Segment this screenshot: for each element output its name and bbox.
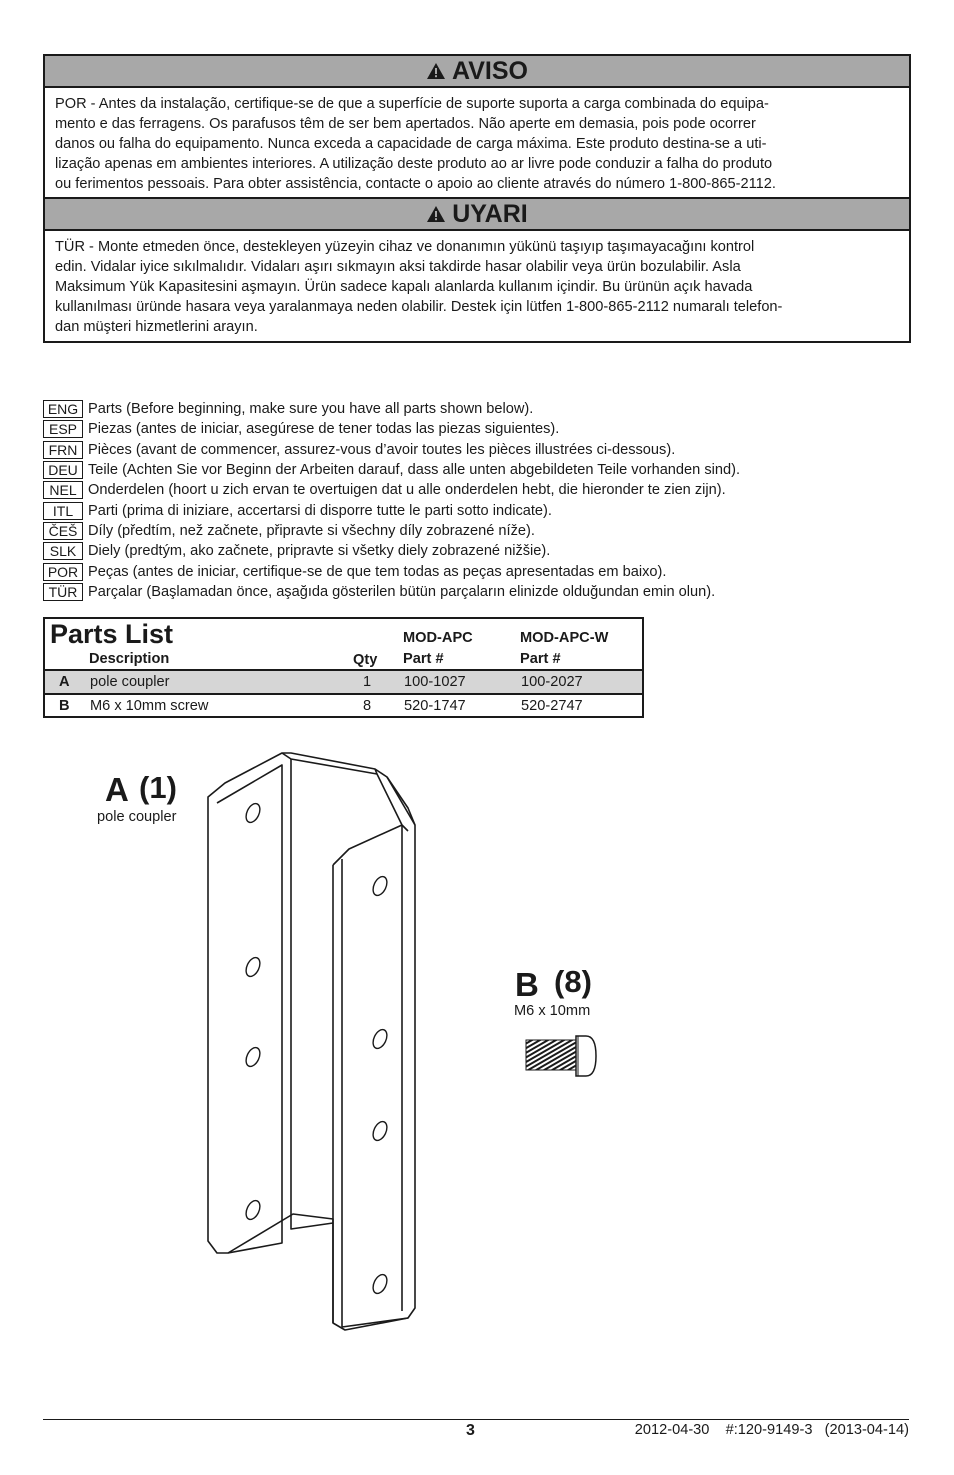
warning-line: edin. Vidalar iyice sıkılmalıdır. Vidaları aşırı sıkmayın aksi takdirde hasar olabilir veya ürün bozulabilir. Asla xyxy=(55,259,741,275)
language-code: FRN xyxy=(43,441,83,459)
part-letter: A xyxy=(59,674,70,690)
language-row xyxy=(43,440,740,460)
language-row xyxy=(43,521,740,541)
language-code: SLK xyxy=(43,542,83,560)
warning-header xyxy=(45,199,909,231)
header-model-2: MOD-APC-W xyxy=(520,630,609,646)
language-text: Díly (předtím, než začnete, připravte si všechny díly zobrazené níže). xyxy=(88,522,535,539)
warning-box-aviso xyxy=(43,54,911,200)
language-row xyxy=(43,541,740,561)
document-info: 2012-04-30 #:120-9149-3 (2013-04-14) xyxy=(634,1422,909,1438)
warning-triangle-icon xyxy=(426,62,446,80)
part-description: M6 x 10mm screw xyxy=(90,698,209,714)
warning-line: danos ou falha do equipamento. Nunca exceda a capacidade de carga máxima. Este produto destina-se a uti- xyxy=(55,136,767,152)
language-row xyxy=(43,480,740,500)
language-row xyxy=(43,500,740,520)
part-number-2: 100-2027 xyxy=(521,674,583,690)
parts-list-title: Parts List xyxy=(50,619,174,649)
warning-line: TÜR - Monte etmeden önce, destekleyen yüzeyin cihaz ve donanımın yükünü taşıyıp taşımayacağını kontrol xyxy=(55,239,755,255)
language-text: Onderdelen (hoort u zich ervan te overtuigen dat u alle onderdelen hebt, die hieronder te zien zijn). xyxy=(88,482,726,499)
warning-text xyxy=(45,231,909,341)
callout-b-letter: B xyxy=(515,966,539,1003)
header-part-1: Part # xyxy=(403,651,444,667)
part-number-1: 100-1027 xyxy=(404,674,466,690)
language-code: DEU xyxy=(43,461,83,479)
callout-b-desc: M6 x 10mm xyxy=(514,1003,591,1019)
language-row xyxy=(43,561,740,581)
warning-line: mento e das ferragens. Os parafusos têm de ser bem apertados. Não aperte em demasia, pois pode ocorrer xyxy=(55,116,756,132)
language-code: ITL xyxy=(43,502,83,520)
part-number-1: 520-1747 xyxy=(404,698,466,714)
language-code: TÜR xyxy=(43,583,83,601)
table-row xyxy=(45,693,642,717)
warning-line: Maksimum Yük Kapasitesini aşmayın. Ürün sadece kapalı alanlarda kullanım içindir. Bu ürünün açık havada xyxy=(55,279,753,295)
warning-line: lização apenas em ambientes interiores. A utilização deste produto ao ar livre pode conduzir a falha do produto xyxy=(55,156,773,172)
language-code: NEL xyxy=(43,481,83,499)
page-number: 3 xyxy=(466,1422,475,1439)
part-description: pole coupler xyxy=(90,674,170,690)
warning-line: ou ferimentos pessoais. Para obter assistência, contacte o apoio ao cliente através do número 1-800-865-2112. xyxy=(55,176,776,192)
warning-title: AVISO xyxy=(452,56,528,85)
header-qty: Qty xyxy=(353,652,378,668)
warning-line: kullanılması üründe hasara veya yaralanmaya neden olabilir. Destek için lütfen 1-800-865-2112 numaralı telefon- xyxy=(55,299,783,315)
part-letter: B xyxy=(59,698,70,714)
language-row xyxy=(43,399,740,419)
pole-coupler-illustration xyxy=(195,745,430,1340)
language-code: ENG xyxy=(43,400,83,418)
parts-list-table xyxy=(43,617,644,718)
language-code: POR xyxy=(43,563,83,581)
callout-a-qty: (1) xyxy=(139,770,177,805)
language-text: Teile (Achten Sie vor Beginn der Arbeiten darauf, dass alle unten abgebildeten Teile vorhanden sind). xyxy=(88,462,741,479)
header-part-2: Part # xyxy=(520,651,561,667)
footer-divider xyxy=(43,1419,909,1420)
language-code: ESP xyxy=(43,420,83,438)
warning-line: dan müşteri hizmetlerini arayın. xyxy=(55,319,258,335)
language-text: Piezas (antes de iniciar, asegúrese de tener todas las piezas siguientes). xyxy=(88,421,560,438)
callout-b-qty: (8) xyxy=(554,964,592,999)
callout-a-letter: A xyxy=(105,771,129,808)
warning-header xyxy=(45,56,909,88)
warning-line: POR - Antes da instalação, certifique-se de que a superfície de suporte suporta a carga combinada do equipa- xyxy=(55,96,769,112)
callout-a-desc: pole coupler xyxy=(97,809,177,825)
header-model-1: MOD-APC xyxy=(403,630,473,646)
part-qty: 8 xyxy=(363,698,372,714)
language-row xyxy=(43,460,740,480)
table-row xyxy=(45,671,642,693)
warning-triangle-icon xyxy=(426,205,446,223)
screw-illustration xyxy=(520,1032,600,1084)
language-text: Peças (antes de iniciar, certifique-se de que tem todas as peças apresentadas em baixo). xyxy=(88,563,667,580)
language-row xyxy=(43,419,740,439)
language-text: Diely (predtým, ako začnete, pripravte si všetky diely zobrazené nižšie). xyxy=(88,543,551,560)
language-text: Parti (prima di iniziare, accertarsi di disporre tutte le parti sotto indicate). xyxy=(88,502,552,519)
warning-text xyxy=(45,88,909,198)
language-parts-list xyxy=(43,399,740,602)
language-text: Parçalar (Başlamadan önce, aşağıda gösterilen bütün parçaların elinizde olduğundan emin olun). xyxy=(88,583,716,600)
part-number-2: 520-2747 xyxy=(521,698,583,714)
header-description: Description xyxy=(89,651,170,667)
language-text: Pièces (avant de commencer, assurez-vous d’avoir toutes les pièces illustrées ci-dessous). xyxy=(88,441,676,458)
language-text: Parts (Before beginning, make sure you have all parts shown below). xyxy=(88,401,534,418)
language-row xyxy=(43,582,740,602)
warning-title: UYARI xyxy=(452,199,528,228)
warning-box-uyari xyxy=(43,197,911,343)
part-qty: 1 xyxy=(363,674,372,690)
language-code: ČEŠ xyxy=(43,522,83,540)
